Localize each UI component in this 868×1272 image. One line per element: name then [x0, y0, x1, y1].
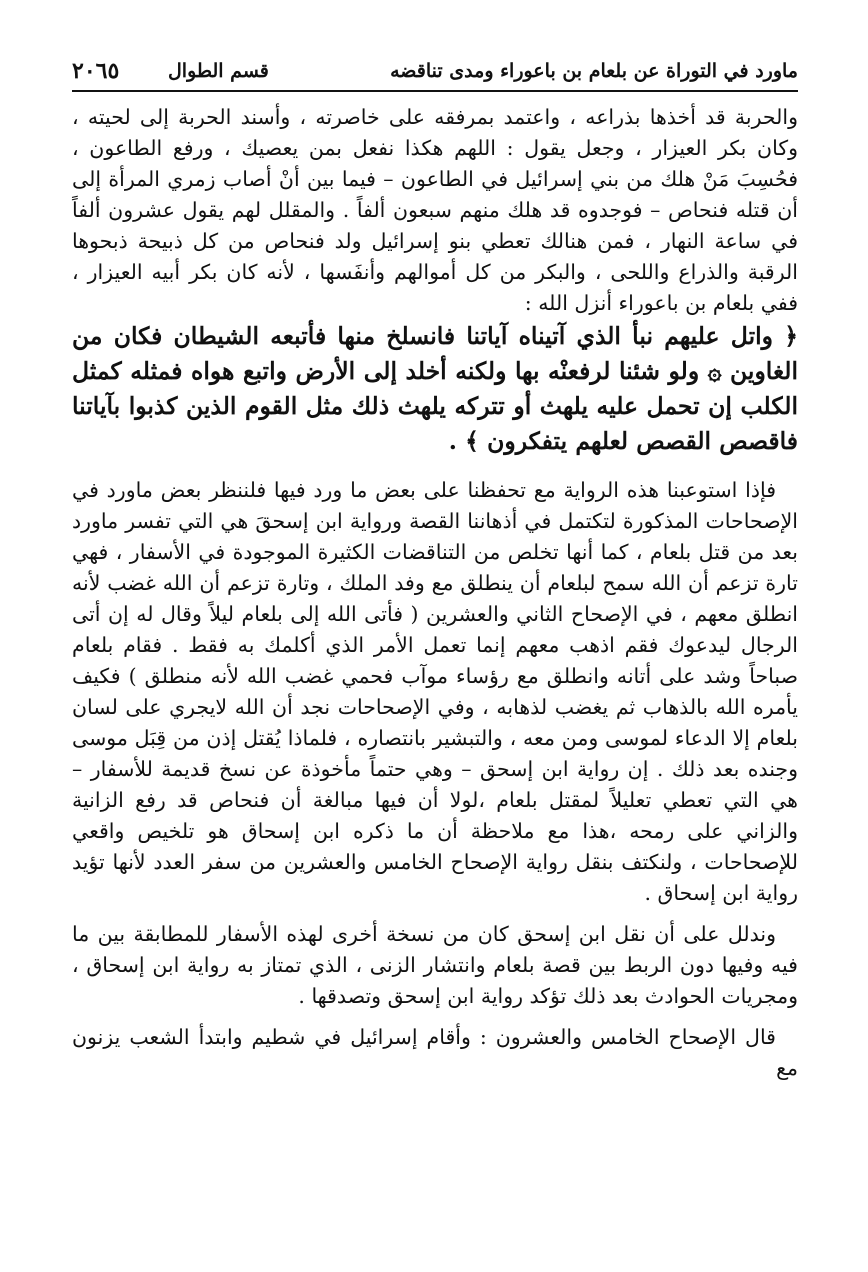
paragraph: فإذا استوعبنا هذه الرواية مع تحفظنا على بعض ما ورد فيها فلننظر بعض ماورد في الإصحاحات المذكورة لتكتمل في أذهاننا القصة ورواية ابن إسحقَ هي التي تفسر ماورد بعد من قتل بلعام ، كما أنها تخلص من التناقضات الكثيرة الموجودة في الأسفار ، فهي تارة تزعم أن الله سمح لبلعام أن ينطلق مع وفد الملك ، وتارة تزعم أن الله غضب لأنه انطلق معهم ، في الإصحاح الثاني والعشرين ( فأتى الله إلى بلعام ليلاً وقال له إن أتى الرجال ليدعوك فقم اذهب معهم إنما تعمل الأمر الذي أكلمك به فقط . فقام بلعام صباحاً وشد على أتانه وانطلق مع رؤساء موآب فحمي غضب الله لأنه منطلق ) فكيف يأمره الله بالذهاب ثم يغضب لذهابه ، وفي الإصحاحات نجد أن الله لايجري على لسان بلعام إلا الدعاء لموسى ومن معه ، والتبشير بانتصاره ، فلماذا يُقتل إذن من قِبَل موسى وجنده بعد ذلك . إن رواية ابن إسحق – وهي حتماً مأخوذة عن نسخ قديمة للأسفار – هي التي تعطي تعليلاً لمقتل بلعام ،لولا أن فيها مبالغة أن فنحاص قد رفع الزانية والزاني على رمحه ،هذا مع ملاحظة أن ما ذكره ابن إسحاق هو تلخيص واقعي للإصحاحات ، ولنكتف بنقل رواية الإصحاح الخامس والعشرين من سفر العدد لأنها تؤيد رواية ابن إسحاق . — [72, 478, 798, 905]
paragraph-gap — [72, 459, 798, 465]
paragraph: وندلل على أن نقل ابن إسحق كان من نسخة أخرى لهذه الأسفار للمطابقة بين ما فيه وفيها دون الربط بين قصة بلعام وانتشار الزنى ، الذي تمتاز به رواية ابن إسحاق ، ومجريات الحوادث بعد ذلك تؤكد رواية ابن إسحق وتصدقها . — [72, 922, 798, 1008]
section-title: قسم الطوال — [168, 60, 269, 82]
chapter-title: ماورد في التوراة عن بلعام بن باعوراء ومدى تناقضه — [390, 60, 798, 82]
paragraph-continuation: والحربة قد أخذها بذراعه ، واعتمد بمرفقه على خاصرته ، وأسند الحربة إلى لحيته ، وكان بكر العيزار ، وجعل يقول : اللهم هكذا نفعل بمن يعصيك ، ورفع الطاعون ، فحُسِبَ مَنْ هلك من بني إسرائيل في الطاعون – فيما بين أنْ أصاب زمري المرأة إلى أن قتله فنحاص – فوجدوه قد هلك منهم سبعون ألفاً . والمقلل لهم يقول عشرون ألفاً في ساعة النهار ، فمن هنالك تعطي بنو إسرائيل ولد فنحاص من كل ذبيحة ذبحوها الرقبة والذراع واللحى ، والبكر من كل أموالهم وأنفَسها ، لأنه كان بكر أبيه العيزار ، ففي بلعام بن باعوراء أنزل الله : — [72, 105, 798, 315]
quran-verse-block: ﴿ واتل عليهم نبأ الذي آتيناه آياتنا فانسلخ منها فأتبعه الشيطان فكان من الغاوين ۞ ولو شئنا لرفعنْه بها ولكنه أخلد إلى الأرض واتبع هواه فمثله كمثل الكلب إن تحمل عليه يلهث أو تتركه يلهث ذلك مثل القوم الذين كذبوا بآياتنا فاقصص القصص لعلهم يتفكرون ﴾ . — [72, 322, 798, 455]
paragraph: قال الإصحاح الخامس والعشرون : وأقام إسرائيل في شطيم وابتدأ الشعب يزنون مع — [72, 1025, 798, 1080]
page-number: ٢٠٦٥ — [72, 58, 120, 84]
body-text — [72, 102, 798, 1084]
running-header — [72, 56, 798, 92]
